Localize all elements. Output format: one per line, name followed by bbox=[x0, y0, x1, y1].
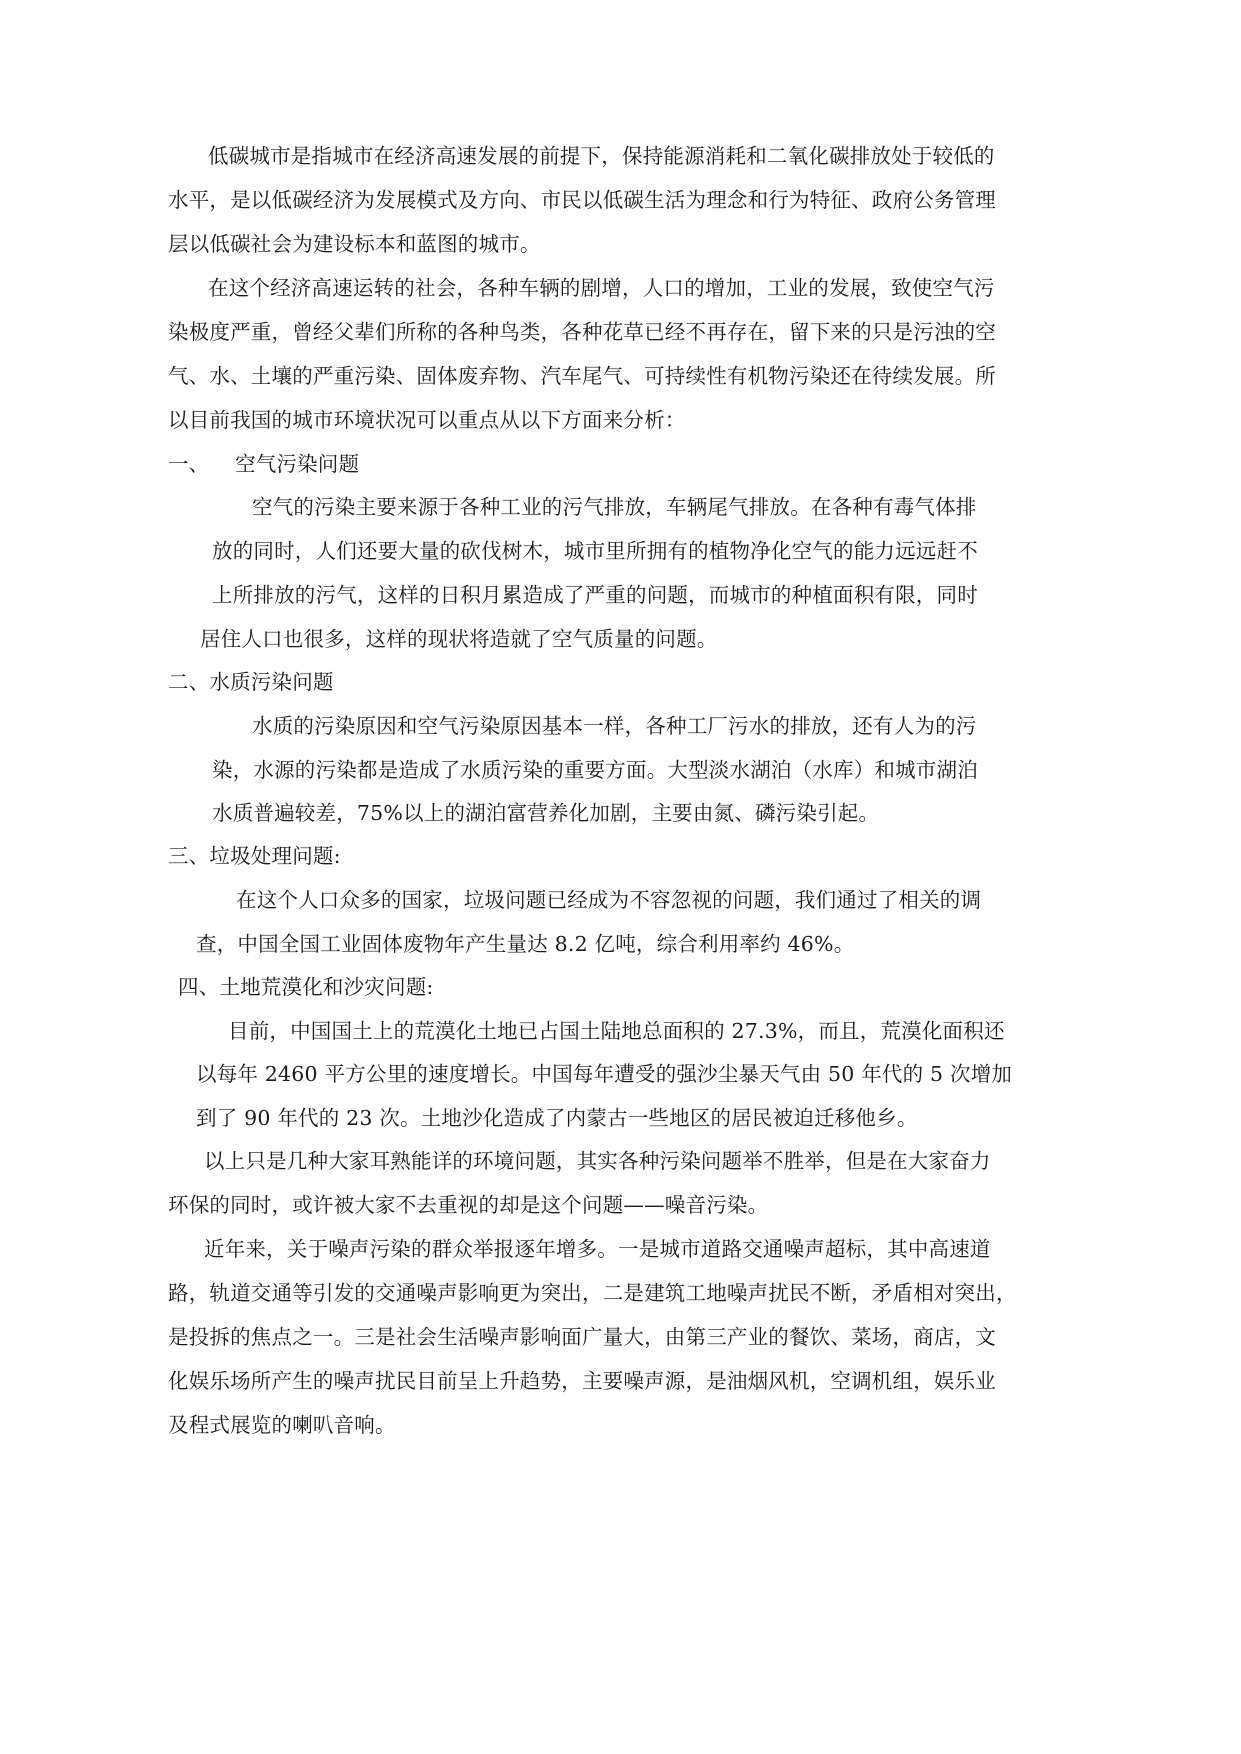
paragraph-line: 是投拆的焦点之一。三是社会生活噪声影响面广量大，由第三产业的餐饮、菜场，商店，文 bbox=[168, 1325, 996, 1349]
paragraph-line: 及程式展览的喇叭音响。 bbox=[168, 1413, 396, 1437]
paragraph-line: 化娱乐场所产生的噪声扰民目前呈上升趋势，主要噪声源，是油烟风机，空调机组，娱乐业 bbox=[168, 1369, 996, 1393]
paragraph-line: 染极度严重，曾经父辈们所称的各种鸟类，各种花草已经不再存在，留下来的只是污浊的空 bbox=[168, 320, 996, 344]
paragraph-line: 低碳城市是指城市在经济高速发展的前提下，保持能源消耗和二氧化碳排放处于较低的 bbox=[208, 144, 995, 168]
section-number: 一、 bbox=[168, 452, 209, 476]
paragraph-line: 水平，是以低碳经济为发展模式及方向、市民以低碳生活为理念和行为特征、政府公务管理 bbox=[168, 188, 996, 212]
paragraph-line: 以上只是几种大家耳熟能详的环境问题，其实各种污染问题举不胜举，但是在大家奋力 bbox=[204, 1149, 991, 1173]
section-line: 到了 90 年代的 23 次。土地沙化造成了内蒙古一些地区的居民被迫迁移他乡。 bbox=[196, 1106, 918, 1130]
paragraph-line: 层以低碳社会为建设标本和蓝图的城市。 bbox=[168, 232, 541, 256]
paragraph-line: 气、水、土壤的严重污染、固体废弃物、汽车尾气、可持续性有机物污染还在待续发展。所 bbox=[168, 364, 996, 388]
section-line: 在这个人口众多的国家，垃圾问题已经成为不容忽视的问题，我们通过了相关的调 bbox=[236, 888, 982, 912]
section-line: 空气的污染主要来源于各种工业的污气排放，车辆尾气排放。在各种有毒气体排 bbox=[252, 495, 977, 519]
section-heading: 四、土地荒漠化和沙灾问题: bbox=[178, 975, 434, 999]
section-line: 以每年 2460 平方公里的速度增长。中国每年遭受的强沙尘暴天气由 50 年代的 5 次增加 bbox=[196, 1062, 1013, 1086]
section-heading: 三、垃圾处理问题: bbox=[168, 844, 341, 868]
paragraph-line: 近年来，关于噪声污染的群众举报逐年增多。一是城市道路交通噪声超标，其中高速道 bbox=[204, 1237, 991, 1261]
section-line: 水质的污染原因和空气污染原因基本一样，各种工厂污水的排放，还有人为的污 bbox=[252, 714, 977, 738]
paragraph-line: 以目前我国的城市环境状况可以重点从以下方面来分析： bbox=[168, 408, 686, 432]
section-heading: 二、水质污染问题 bbox=[168, 670, 334, 694]
section-line: 查，中国全国工业固体废物年产生量达 8.2 亿吨，综合利用率约 46%。 bbox=[196, 932, 855, 956]
section-line: 目前，中国国土上的荒漠化土地已占国土陆地总面积的 27.3%，而且，荒漠化面积还 bbox=[228, 1019, 1005, 1043]
paragraph-line: 环保的同时，或许被大家不去重视的却是这个问题——噪音污染。 bbox=[168, 1193, 769, 1217]
paragraph-line: 在这个经济高速运转的社会，各种车辆的剧增，人口的增加，工业的发展，致使空气污 bbox=[208, 276, 995, 300]
section-line: 上所排放的污气，这样的日积月累造成了严重的问题，而城市的种植面积有限，同时 bbox=[212, 583, 978, 607]
section-line: 放的同时，人们还要大量的砍伐树木，城市里所拥有的植物净化空气的能力远远赶不 bbox=[212, 539, 978, 563]
section-heading: 空气污染问题 bbox=[235, 452, 360, 476]
section-line: 水质普遍较差，75%以上的湖泊富营养化加剧，主要由氮、磷污染引起。 bbox=[212, 801, 880, 825]
paragraph-line: 路，轨道交通等引发的交通噪声影响更为突出，二是建筑工地噪声扰民不断，矛盾相对突出， bbox=[168, 1281, 1017, 1305]
section-line: 居住人口也很多，这样的现状将造就了空气质量的问题。 bbox=[200, 627, 718, 651]
section-line: 染，水源的污染都是造成了水质污染的重要方面。大型淡水湖泊（水库）和城市湖泊 bbox=[212, 758, 978, 782]
